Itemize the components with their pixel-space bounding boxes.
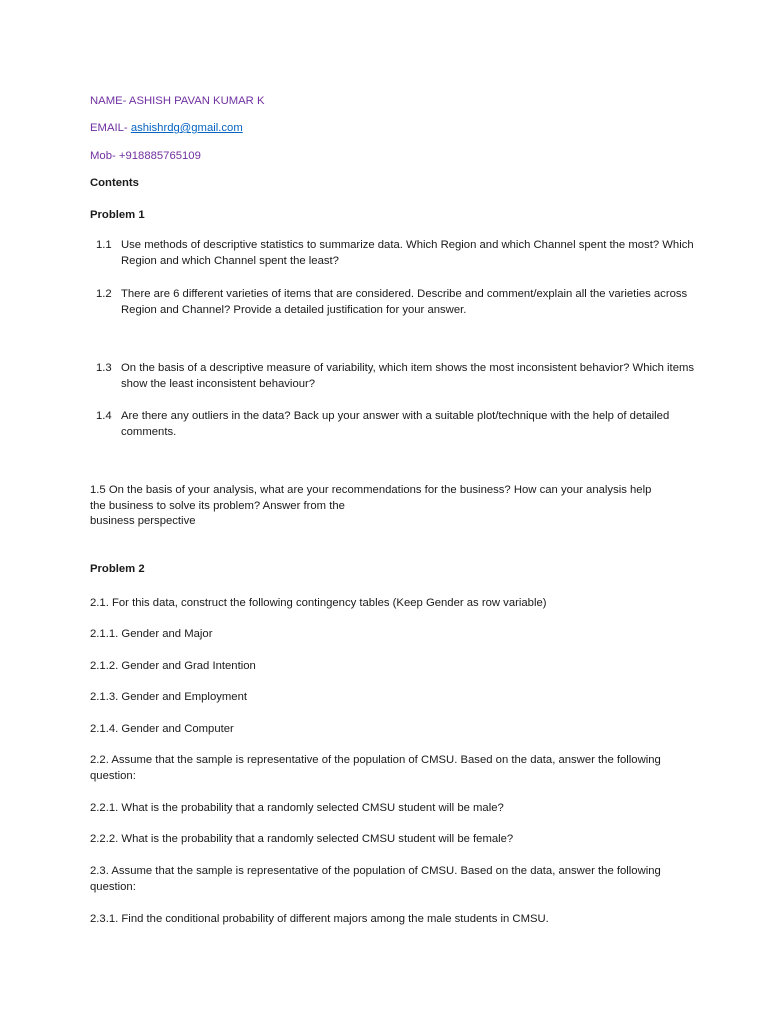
item-number: 1.4	[96, 410, 112, 422]
question-2-1-1: 2.1.1. Gender and Major	[90, 628, 213, 640]
item-text: Are there any outliers in the data? Back up your answer with a suitable plot/technique with the help of detailed comments.	[121, 410, 670, 438]
item-1-5-line3: business perspective	[90, 515, 196, 527]
question-2-1-3: 2.1.3. Gender and Employment	[90, 691, 247, 703]
question-2-1-2: 2.1.2. Gender and Grad Intention	[90, 660, 256, 672]
item-number: 1.3	[96, 362, 112, 374]
question-2-3: 2.3. Assume that the sample is representative of the population of CMSU. Based on the data, answer the following question:	[90, 865, 661, 893]
problem2-heading: Problem 2	[90, 563, 145, 575]
item-1-5-line2: the business to solve its problem? Answer from the	[90, 500, 345, 512]
list-item	[96, 361, 696, 392]
question-2-1-4: 2.1.4. Gender and Computer	[90, 723, 234, 735]
contents-heading: Contents	[90, 177, 139, 189]
item-text: On the basis of a descriptive measure of variability, which item shows the most inconsistent behavior? Which items show the least inconsistent behaviour?	[121, 362, 695, 390]
email-link[interactable]: ashishrdg@gmail.com	[130, 122, 243, 134]
question-2-2-1: 2.2.1. What is the probability that a randomly selected CMSU student will be male?	[90, 802, 504, 814]
author-name: NAME- ASHISH PAVAN KUMAR K	[90, 95, 265, 107]
list-item	[96, 287, 696, 318]
item-text: Use methods of descriptive statistics to summarize data. Which Region and which Channel spent the most? Which Region and which Channel spent the least?	[121, 239, 694, 267]
mobile-number: Mob- +918885765109	[90, 150, 201, 162]
question-2-2: 2.2. Assume that the sample is representative of the population of CMSU. Based on the data, answer the following question:	[90, 754, 661, 782]
question-2-1: 2.1. For this data, construct the following contingency tables (Keep Gender as row variable)	[90, 597, 547, 609]
item-text: There are 6 different varieties of items that are considered. Describe and comment/explain all the varieties across Region and Channel? Provide a detailed justification for your answer.	[121, 288, 688, 316]
item-number: 1.2	[96, 288, 112, 300]
list-item	[96, 238, 696, 269]
item-number: 1.1	[96, 239, 112, 251]
list-item	[96, 409, 696, 440]
problem1-heading: Problem 1	[90, 209, 145, 221]
email-line	[90, 121, 243, 136]
item-1-5-line1: 1.5 On the basis of your analysis, what are your recommendations for the business? How can your analysis help	[90, 484, 652, 496]
question-2-2-2: 2.2.2. What is the probability that a randomly selected CMSU student will be female?	[90, 833, 514, 845]
question-2-3-1: 2.3.1. Find the conditional probability of different majors among the male students in CMSU.	[90, 913, 549, 925]
email-label: EMAIL-	[90, 122, 131, 134]
